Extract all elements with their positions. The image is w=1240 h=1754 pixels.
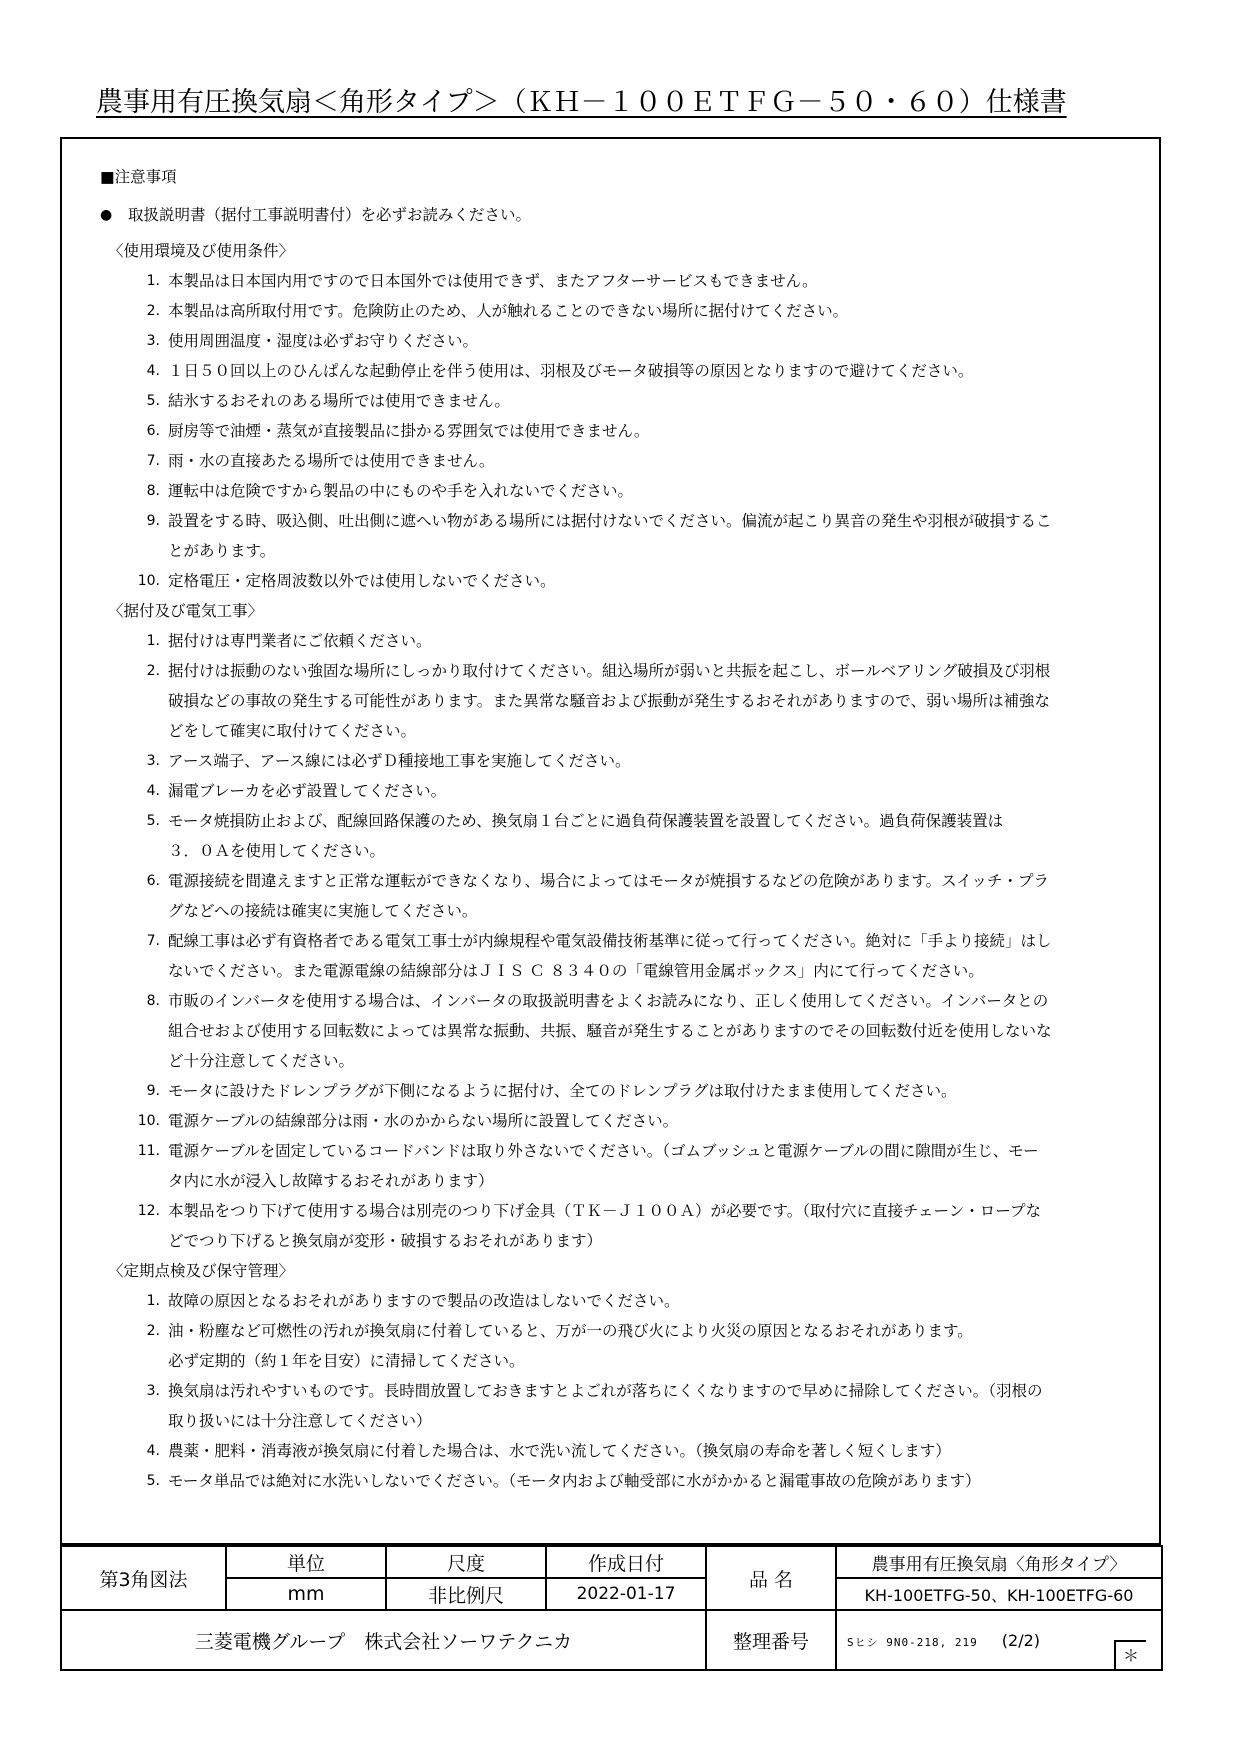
item-line: 雨・水の直接あたる場所では使用できません。 bbox=[168, 452, 495, 470]
item-text bbox=[168, 1466, 1140, 1496]
list-item bbox=[130, 776, 1140, 806]
item-number: 3. bbox=[146, 1383, 160, 1399]
date-value: 2022-01-17 bbox=[546, 1578, 706, 1610]
item-line: 漏電ブレーカを必ず設置してください。 bbox=[168, 782, 447, 800]
item-text bbox=[168, 1376, 1140, 1436]
list-item bbox=[130, 1076, 1140, 1106]
section-title: 〈定期点検及び保守管理〉 bbox=[108, 1262, 295, 1280]
item-number: 3. bbox=[146, 753, 160, 769]
item-line: 取り扱いには十分注意してください） bbox=[168, 1412, 432, 1430]
product-label: 品 名 bbox=[706, 1546, 836, 1610]
item-line: モータ焼損防止および、配線回路保護のため、換気扇１台ごとに過負荷保護装置を設置してください。過負荷保護装置は bbox=[168, 812, 1004, 830]
company-name: 三菱電機グループ 株式会社ソーワテクニカ bbox=[61, 1610, 706, 1670]
list-item bbox=[130, 656, 1140, 746]
item-text bbox=[168, 1106, 1140, 1136]
list-item bbox=[130, 1136, 1140, 1196]
item-line: 故障の原因となるおそれがありますので製品の改造はしないでください。 bbox=[168, 1292, 680, 1310]
notes-content bbox=[100, 164, 1140, 1496]
item-number: 3. bbox=[146, 333, 160, 349]
item-number: 10. bbox=[137, 1113, 160, 1129]
item-text bbox=[168, 326, 1140, 356]
item-number: 10. bbox=[137, 573, 160, 589]
item-line: １日５０回以上のひんぱんな起動停止を伴う使用は、羽根及びモータ破損等の原因となりますので避けてください。 bbox=[168, 362, 974, 380]
list-item bbox=[130, 1376, 1140, 1436]
item-number: 2. bbox=[146, 1323, 160, 1339]
item-text bbox=[168, 266, 1140, 296]
item-number: 2. bbox=[146, 663, 160, 679]
item-line: 本製品をつり下げて使用する場合は別売のつり下げ金具（ＴＫ－Ｊ１００Ａ）が必要です。（取付穴に直接チェーン・ロープな bbox=[168, 1202, 1041, 1220]
item-line: アース端子、アース線には必ずＤ種接地工事を実施してください。 bbox=[168, 752, 631, 770]
item-number: 4. bbox=[146, 1443, 160, 1459]
section-title: 〈使用環境及び使用条件〉 bbox=[108, 242, 295, 260]
list-item bbox=[130, 1466, 1140, 1496]
item-line: 破損などの事故の発生する可能性があります。また異常な騒音および振動が発生するおそれがありますので、弱い場所は補強な bbox=[168, 692, 1050, 710]
date-label: 作成日付 bbox=[546, 1546, 706, 1578]
list-item bbox=[130, 566, 1140, 596]
item-line: 結氷するおそれのある場所では使用できません。 bbox=[168, 392, 510, 410]
notes-frame bbox=[60, 137, 1161, 1545]
notes-bullet bbox=[100, 194, 1140, 236]
item-number: 6. bbox=[146, 423, 160, 439]
item-line: 本製品は日本国内用ですので日本国外では使用できず、またアフターサービスもできません。 bbox=[168, 272, 818, 290]
item-text bbox=[168, 506, 1140, 566]
item-text bbox=[168, 926, 1140, 986]
list-item bbox=[130, 446, 1140, 476]
item-number: 1. bbox=[146, 273, 160, 289]
unit-label: 単位 bbox=[226, 1546, 386, 1578]
item-text bbox=[168, 746, 1140, 776]
notes-sections bbox=[100, 236, 1140, 1496]
list-item bbox=[130, 926, 1140, 986]
scale-label: 尺度 bbox=[386, 1546, 546, 1578]
item-line: 換気扇は汚れやすいものです。長時間放置しておきますとよごれが落ちにくくなりますので早めに掃除してください。（羽根の bbox=[168, 1382, 1043, 1400]
item-line: グなどへの接続は確実に実施してください。 bbox=[168, 902, 478, 920]
item-number: 8. bbox=[146, 993, 160, 1009]
list-item bbox=[130, 326, 1140, 356]
item-line: モータ単品では絶対に水洗いしないでください。（モータ内および軸受部に水がかかると漏電事故の危険があります） bbox=[168, 1472, 981, 1490]
product-name-2: KH-100ETFG-50、KH-100ETFG-60 bbox=[836, 1578, 1162, 1610]
item-text bbox=[168, 386, 1140, 416]
item-text bbox=[168, 1286, 1140, 1316]
item-text bbox=[168, 806, 1140, 866]
item-text bbox=[168, 866, 1140, 926]
projection-method: 第3角図法 bbox=[61, 1546, 226, 1610]
item-line: 据付けは振動のない強固な場所にしっかり取付けてください。組込場所が弱いと共振を起こし、ボールベアリング破損及び羽根 bbox=[168, 662, 1051, 680]
list-item bbox=[130, 266, 1140, 296]
item-line: 厨房等で油煙・蒸気が直接製品に掛かる雰囲気では使用できません。 bbox=[168, 422, 650, 440]
list-item bbox=[130, 506, 1140, 566]
item-number: 12. bbox=[137, 1203, 160, 1219]
item-number: 7. bbox=[146, 933, 160, 949]
item-number: 4. bbox=[146, 783, 160, 799]
item-line: 定格電圧・定格周波数以外では使用しないでください。 bbox=[168, 572, 556, 590]
item-text bbox=[168, 776, 1140, 806]
item-line: 電源ケーブルを固定しているコードバンドは取り外さないでください。（ゴムブッシュと電源ケーブルの間に隙間が生じ、モー bbox=[168, 1142, 1039, 1160]
item-number: 1. bbox=[146, 633, 160, 649]
list-item bbox=[130, 476, 1140, 506]
item-line: 組合せおよび使用する回転数によっては異常な振動、共振、騒音が発生することがありますのでその回転数付近を使用しないな bbox=[168, 1022, 1052, 1040]
item-text bbox=[168, 1436, 1140, 1466]
item-line: 運転中は危険ですから製品の中にものや手を入れないでください。 bbox=[168, 482, 634, 500]
scale-value: 非比例尺 bbox=[386, 1578, 546, 1610]
list-item bbox=[130, 296, 1140, 326]
item-text bbox=[168, 356, 1140, 386]
bullet-text: 取扱説明書（据付工事説明書付）を必ずお読みください。 bbox=[128, 206, 532, 224]
item-line: タ内に水が浸入し故障するおそれがあります） bbox=[168, 1172, 494, 1190]
item-line: 配線工事は必ず有資格者である電気工事士が内線規程や電気設備技術基準に従って行ってください。絶対に「手より接続」はし bbox=[168, 932, 1052, 950]
item-number: 7. bbox=[146, 453, 160, 469]
item-text bbox=[168, 626, 1140, 656]
product-name-1: 農事用有圧換気扇〈角形タイプ〉 bbox=[836, 1546, 1162, 1578]
item-text bbox=[168, 1196, 1140, 1256]
list-item bbox=[130, 356, 1140, 386]
item-text bbox=[168, 296, 1140, 326]
item-number: 5. bbox=[146, 1473, 160, 1489]
item-line: 油・粉塵など可燃性の汚れが換気扇に付着していると、万が一の飛び火により火災の原因となるおそれがあります。 bbox=[168, 1322, 973, 1340]
item-line: 市販のインバータを使用する場合は、インバータの取扱説明書をよくお読みになり、正しく使用してください。インバータとの bbox=[168, 992, 1049, 1010]
item-line: 使用周囲温度・湿度は必ずお守りください。 bbox=[168, 332, 479, 350]
list-item bbox=[130, 1316, 1140, 1376]
list-item bbox=[130, 386, 1140, 416]
item-text bbox=[168, 1136, 1140, 1196]
item-text bbox=[168, 566, 1140, 596]
item-text bbox=[168, 476, 1140, 506]
item-line: 農薬・肥料・消毒液が換気扇に付着した場合は、水で洗い流してください。（換気扇の寿命を著しく短くします） bbox=[168, 1442, 951, 1460]
list-item bbox=[130, 866, 1140, 926]
list-item bbox=[130, 806, 1140, 866]
revision-mark: ＊ bbox=[1114, 1640, 1146, 1670]
item-number: 11. bbox=[137, 1143, 160, 1159]
ref-number: Sヒシ 9N0-218, 219 bbox=[847, 1636, 978, 1649]
unit-value: mm bbox=[226, 1578, 386, 1610]
list-item bbox=[130, 986, 1140, 1076]
item-number: 5. bbox=[146, 813, 160, 829]
item-text bbox=[168, 446, 1140, 476]
item-line: 据付けは専門業者にご依頼ください。 bbox=[168, 632, 432, 650]
list-item bbox=[130, 1436, 1140, 1466]
item-number: 8. bbox=[146, 483, 160, 499]
item-line: 電源ケーブルの結線部分は雨・水のかからない場所に設置してください。 bbox=[168, 1112, 679, 1130]
item-line: 必ず定期的（約１年を目安）に清掃してください。 bbox=[168, 1352, 525, 1370]
item-number: 9. bbox=[146, 513, 160, 529]
section-title: 〈据付及び電気工事〉 bbox=[108, 602, 264, 620]
ref-label: 整理番号 bbox=[706, 1610, 836, 1670]
item-line: 電源接続を間違えますと正常な運転ができなくなり、場合によってはモータが焼損するなどの危険があります。スイッチ・プラ bbox=[168, 872, 1050, 890]
item-line: ３．０Ａを使用してください。 bbox=[168, 842, 386, 860]
item-number: 4. bbox=[146, 363, 160, 379]
list-item bbox=[130, 1286, 1140, 1316]
item-line: モータに設けたドレンプラグが下側になるように据付け、全てのドレンプラグは取付けたまま使用してください。 bbox=[168, 1082, 957, 1100]
document-title: 農事用有圧換気扇＜角形タイプ＞（ＫＨ－１００ＥＴＦＧ－５０・６０）仕様書 bbox=[96, 87, 1067, 118]
item-number: 2. bbox=[146, 303, 160, 319]
page-number: (2/2) bbox=[1001, 1631, 1040, 1650]
list-item bbox=[130, 626, 1140, 656]
bullet-icon: ● bbox=[100, 207, 113, 223]
item-line: ど十分注意してください。 bbox=[168, 1052, 355, 1070]
item-number: 6. bbox=[146, 873, 160, 889]
item-text bbox=[168, 1076, 1140, 1106]
item-line: 設置をする時、吸込側、吐出側に遮へい物がある場所には据付けないでください。偏流が起こり異音の発生や羽根が破損するこ bbox=[168, 512, 1052, 530]
item-line: とがあります。 bbox=[168, 542, 276, 560]
item-number: 1. bbox=[146, 1293, 160, 1309]
item-text bbox=[168, 656, 1140, 746]
list-item bbox=[130, 746, 1140, 776]
item-text bbox=[168, 416, 1140, 446]
list-item bbox=[130, 416, 1140, 446]
item-line: 本製品は高所取付用です。危険防止のため、人が触れることのできない場所に据付けてください。 bbox=[168, 302, 849, 320]
item-line: どでつり下げると換気扇が変形・破損するおそれがあります） bbox=[168, 1232, 603, 1250]
item-text bbox=[168, 1316, 1140, 1376]
item-number: 9. bbox=[146, 1083, 160, 1099]
notes-heading: ■注意事項 bbox=[100, 168, 177, 186]
list-item bbox=[130, 1196, 1140, 1256]
list-item bbox=[130, 1106, 1140, 1136]
item-number: 5. bbox=[146, 393, 160, 409]
item-line: どをして確実に取付けてください。 bbox=[168, 722, 417, 740]
item-text bbox=[168, 986, 1140, 1076]
item-line: ないでください。また電源電線の結線部分はＪＩＳ Ｃ ８３４０の「電線管用金属ボックス」内にて行ってください。 bbox=[168, 962, 984, 980]
title-block bbox=[60, 1545, 1163, 1671]
